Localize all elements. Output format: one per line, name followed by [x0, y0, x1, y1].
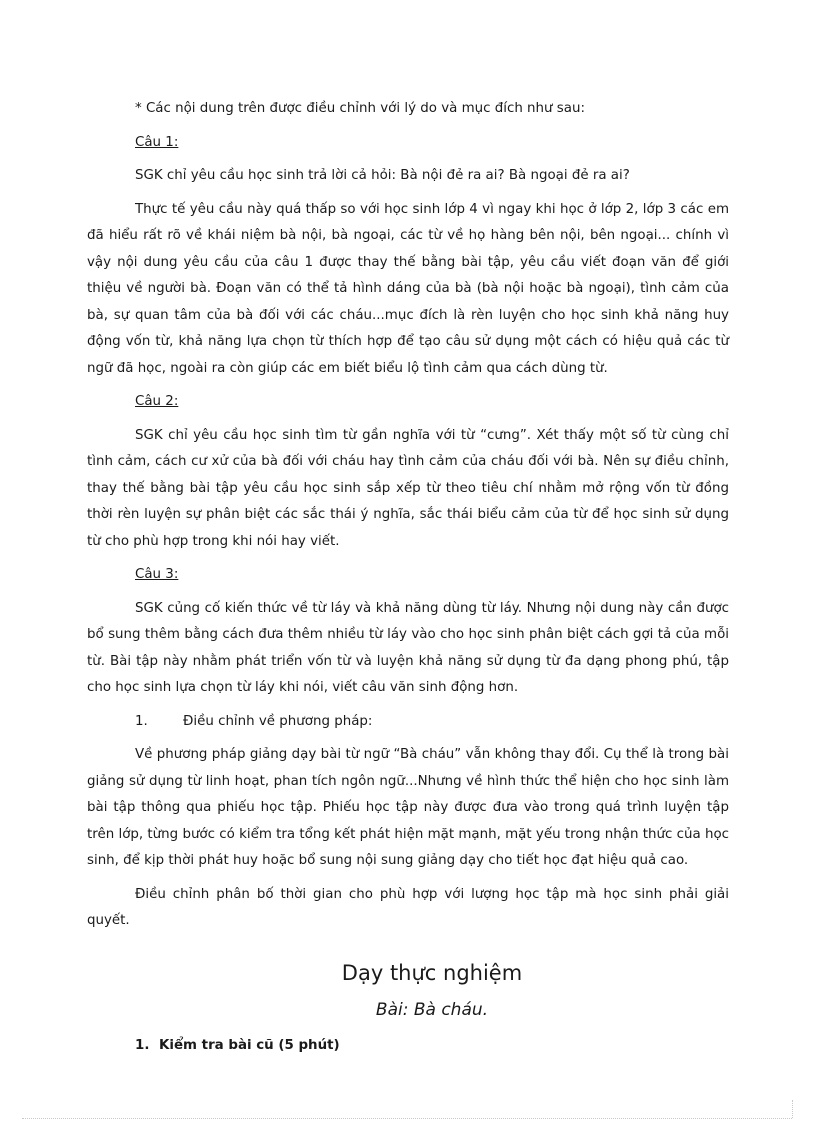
section1-heading — [87, 709, 729, 736]
cau1-paragraph-2: Thực tế yêu cầu này quá thấp so với học sinh lớp 4 vì ngay khi học ở lớp 2, lớp 3 các em đã hiểu rất rõ về khái niệm bà nội, bà ngoại, các từ về họ hàng bên nội, bên ngoại... chính vì vậy nội dung yêu cầu của câu 1 được thay thế bằng bài tập, yêu cầu viết đoạn văn để giới thiệu về người bà. Đoạn văn có thể tả hình dáng của bà (bà nội hoặc bà ngoại), tình cảm của bà, sự quan tâm của bà đối với các cháu...mục đích là rèn luyện cho học sinh khả năng huy động vốn từ, khả năng lựa chọn từ thích hợp để tạo câu sử dụng một cách có hiệu quả các từ ngữ đã học, ngoài ra còn giúp các em biết biểu lộ tình cảm qua cách dùng từ. — [87, 201, 729, 376]
cau2-paragraph-1: SGK chỉ yêu cầu học sinh tìm từ gần nghĩa với từ “cưng”. Xét thấy một số từ cùng chỉ tình cảm, cách cư xử của bà đối với cháu hay tình cảm của cháu đối với bà. Nên sự điều chỉnh, thay thế bằng bài tập yêu cầu học sinh sắp xếp từ theo tiêu chí nhằm mở rộng vốn từ đồng thời rèn luyện sự phân biệt các sắc thái ý nghĩa, sắc thái biểu cảm của từ để học sinh sử dụng từ cho phù hợp trong khi nói hay viết. — [87, 427, 729, 549]
cau1-label: Câu 1: — [135, 134, 179, 150]
item1-number: 1. — [135, 1037, 150, 1053]
page-border-corner — [792, 1100, 793, 1118]
item1-heading — [87, 1033, 729, 1060]
document-body — [87, 96, 729, 1066]
item1-text: Kiểm tra bài cũ (5 phút) — [159, 1037, 340, 1053]
cau2-label: Câu 2: — [135, 394, 179, 409]
intro-paragraph: * Các nội dung trên được điều chỉnh với lý do và mục đích như sau: — [135, 101, 585, 116]
section1-paragraph-2: Điều chỉnh phân bố thời gian cho phù hợp với lượng học tập mà học sinh phải giải quyết. — [87, 886, 729, 928]
cau3-paragraph-1: SGK củng cố kiến thức về từ láy và khả năng dùng từ láy. Nhưng nội dung này cần được bổ sung thêm bằng cách đưa thêm nhiều từ láy vào cho học sinh phân biệt cách gợi tả của mỗi từ. Bài tập này nhằm phát triển vốn từ và luyện khả năng sử dụng từ đa dạng phong phú, tập cho học sinh lựa chọn từ láy khi nói, viết câu văn sinh động hơn. — [87, 600, 729, 695]
cau1-paragraph-1: SGK chỉ yêu cầu học sinh trả lời cả hỏi: Bà nội đẻ ra ai? Bà ngoại đẻ ra ai? — [135, 168, 630, 183]
cau3-label: Câu 3: — [135, 567, 179, 582]
section1-paragraph-1: Về phương pháp giảng dạy bài từ ngữ “Bà cháu” vẫn không thay đổi. Cụ thể là trong bài giảng sử dụng từ linh hoạt, phan tích ngôn ngữ...Nhưng về hình thức thể hiện cho học sinh làm bài tập thông qua phiếu học tập. Phiếu học tập này được đưa vào trong quá trình luyện tập trên lớp, từng bước có kiểm tra tổng kết phát hiện mặt mạnh, mặt yếu trong nhận thức của học sinh, để kịp thời phát huy hoặc bổ sung nội sung giảng dạy cho tiết học đạt hiệu quả cao. — [87, 747, 729, 868]
document-subheading: Bài: Bà cháu. — [375, 999, 489, 1020]
section1-number: 1. — [135, 713, 148, 729]
page-border-bottom — [22, 1118, 792, 1119]
document-heading: Dạy thực nghiệm — [341, 960, 523, 985]
section1-title: Điều chỉnh về phương pháp: — [183, 713, 373, 729]
